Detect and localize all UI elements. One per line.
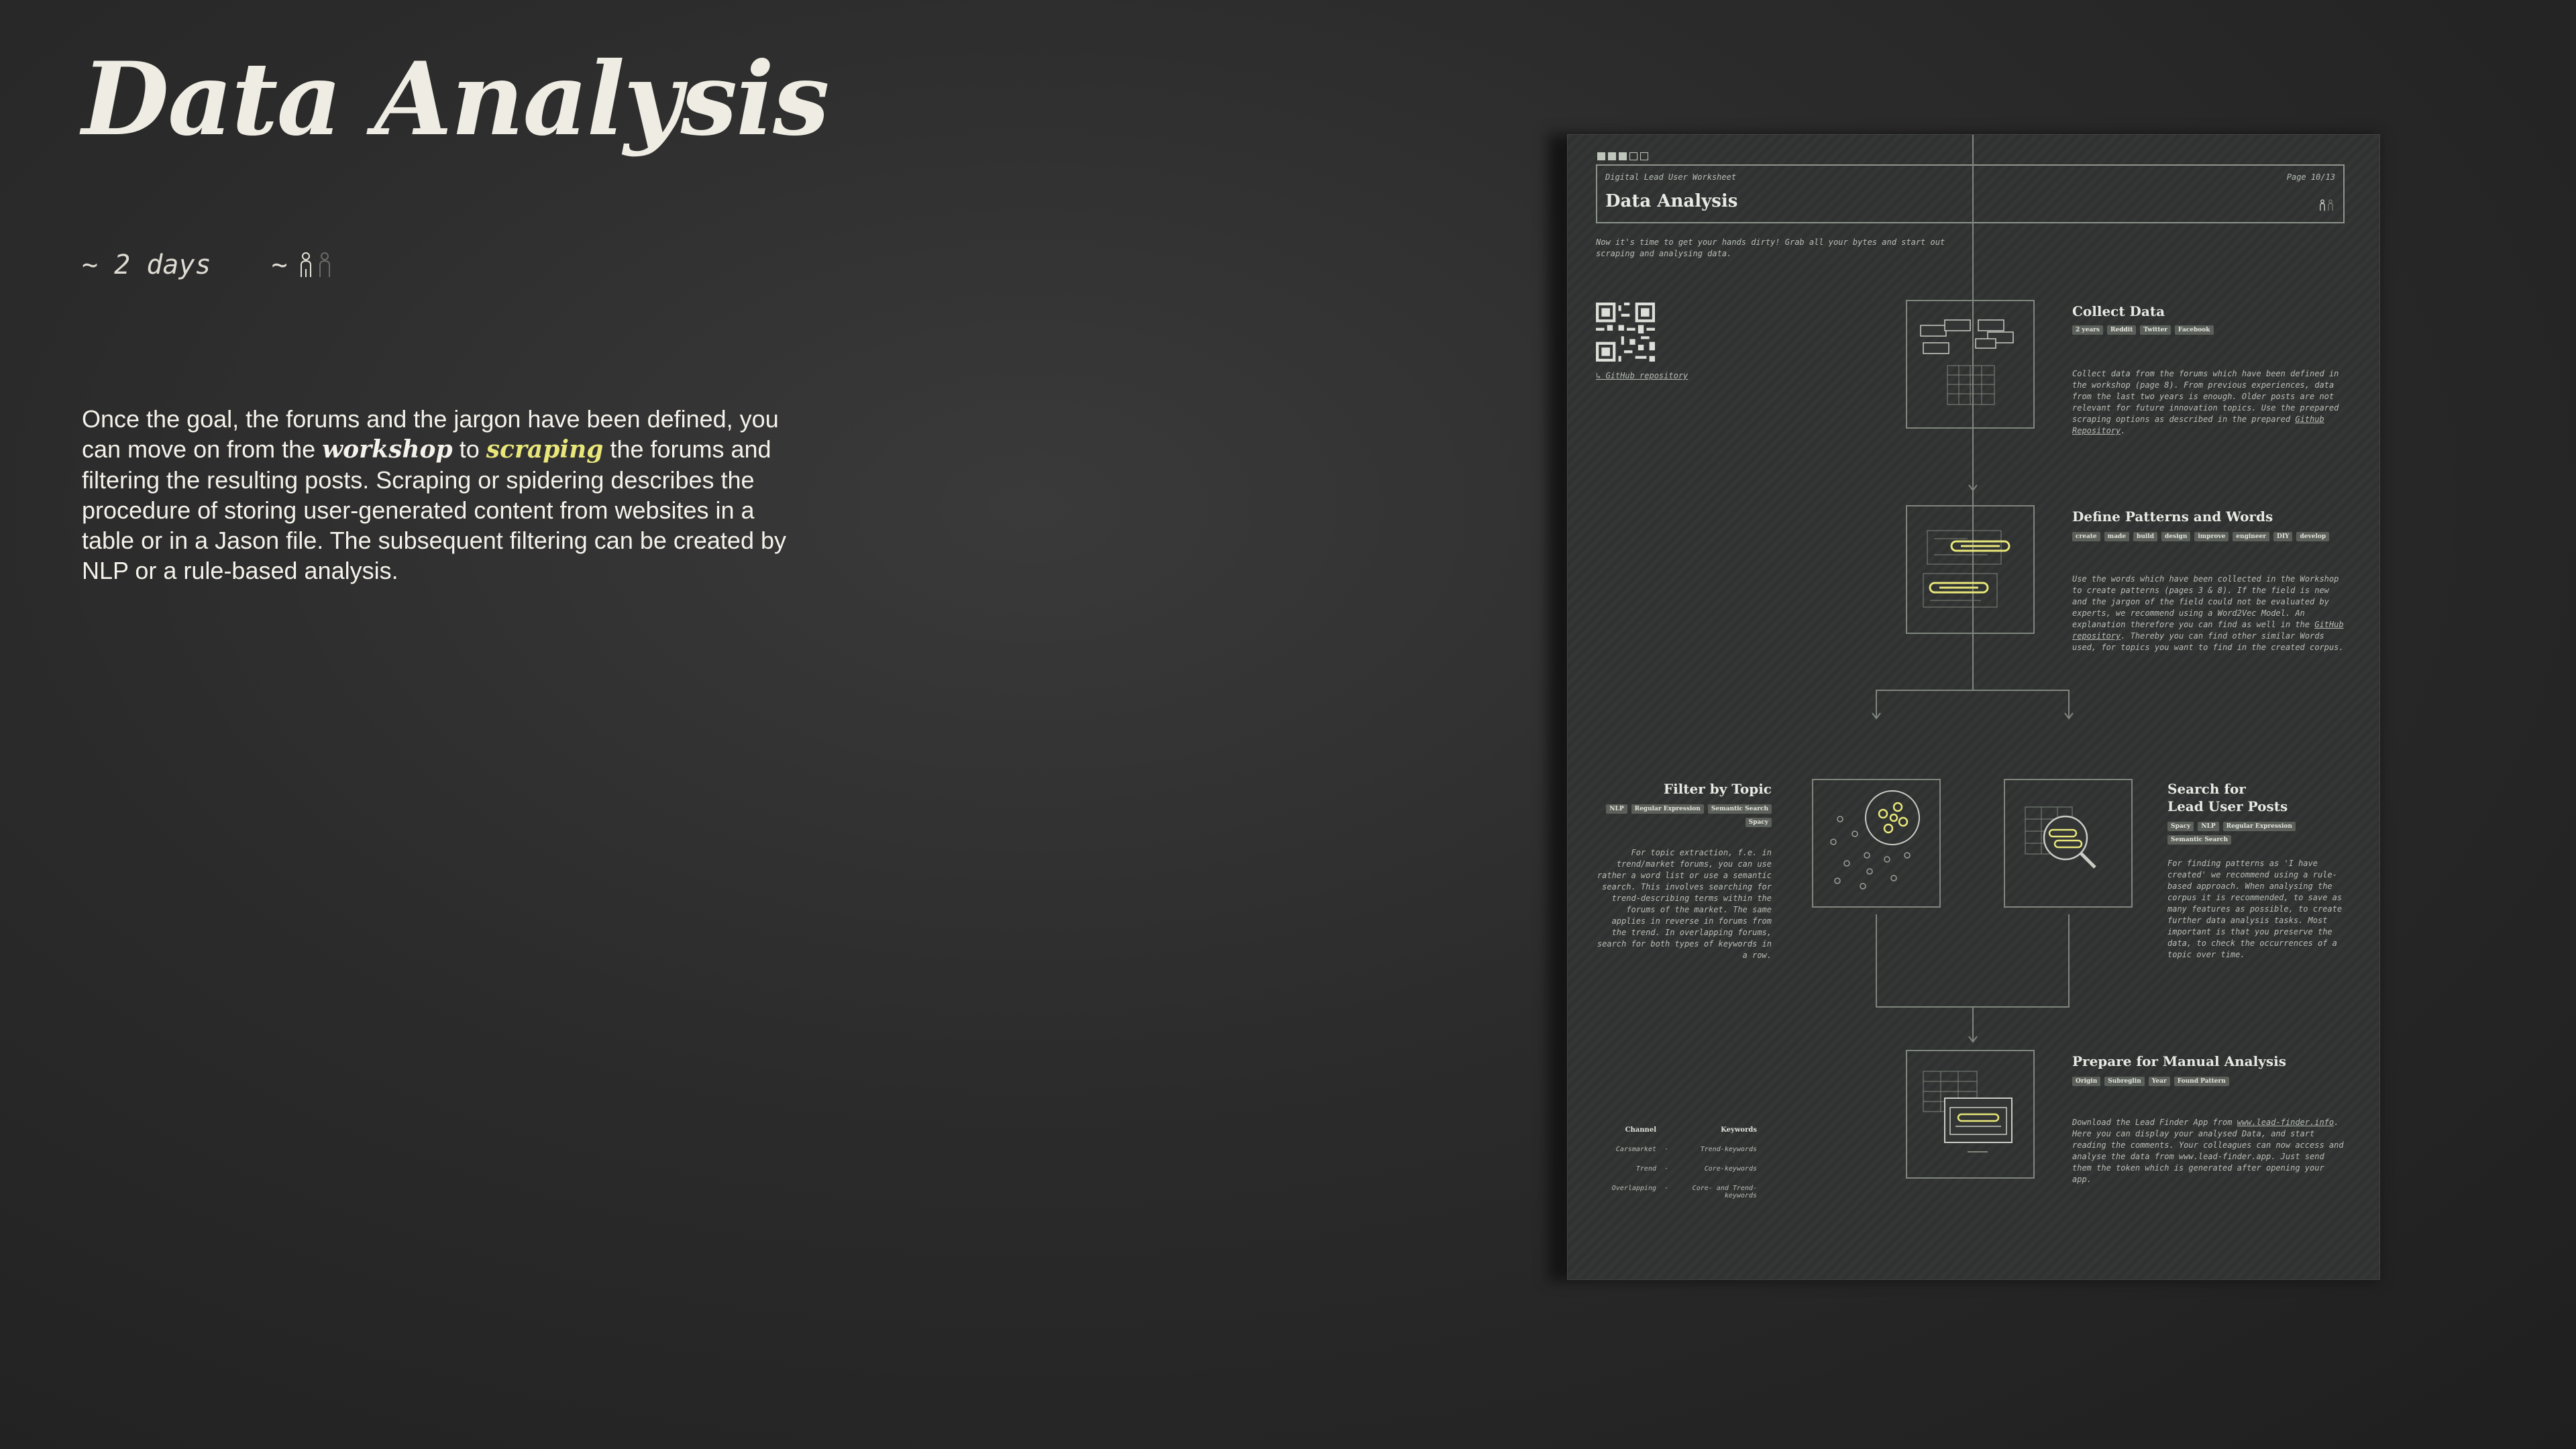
- filter-topic-tags: [1596, 804, 1772, 827]
- table-row: Carsmarket · Trend-keywords: [1615, 1146, 1757, 1153]
- search-posts-title: Search for Lead User Posts: [2167, 781, 2288, 814]
- tag: develop: [2296, 532, 2329, 541]
- tag: engineer: [2233, 532, 2269, 541]
- lead-finder-link[interactable]: www.lead-finder.info: [2237, 1118, 2334, 1127]
- tag: 2 years: [2072, 325, 2103, 335]
- table-row: Overlapping · Core- and Trend-keywords: [1611, 1185, 1757, 1199]
- collect-data-tags: [2072, 325, 2214, 335]
- scraping-highlight: scraping: [486, 435, 604, 464]
- tag: Regular Expression: [1631, 804, 1704, 814]
- collect-data-text: Collect data from the forums which have been defined in the workshop (page 8). From previous experiences, data from the last two years is enough. Older posts are not relevant for future innovation topics. Use the prepared scraping options as described in the prepared Github Repository.: [2072, 369, 2339, 435]
- manual-analysis-title: Prepare for Manual Analysis: [2072, 1053, 2286, 1069]
- filter-topic-illustration: [1812, 779, 1941, 908]
- github-repository-link[interactable]: Github Repository: [2072, 415, 2324, 435]
- worksheet-title: Data Analysis: [1605, 191, 1738, 211]
- collect-data-illustration: [1906, 300, 2035, 429]
- tag: Facebook: [2175, 325, 2213, 335]
- tag: Origin: [2072, 1077, 2100, 1086]
- github-repository-link[interactable]: GitHub repository: [2072, 620, 2344, 641]
- people-prefix: ~: [271, 250, 288, 280]
- tag: build: [2133, 532, 2157, 541]
- tag: improve: [2194, 532, 2229, 541]
- tag: create: [2072, 532, 2100, 541]
- table-header: Channel: [1625, 1126, 1656, 1134]
- manual-analysis-tags: [2072, 1077, 2229, 1086]
- tag: Spacy: [2167, 822, 2194, 831]
- tag: Semantic Search: [2167, 835, 2231, 845]
- patterns-text: Use the words which have been collected in the Workshop to create patterns (pages 3 & 8). If the field is new and the jargon of the field could not be evaluated by experts, we recommend using a Word2Vec Model. An explanation therefore you can find as well in the GitHub repository. Thereby you can find other similar Words used, for topics you want to find in the created corpus.: [2072, 574, 2344, 652]
- tag: DIY: [2273, 532, 2292, 541]
- tag: Found Pattern: [2174, 1077, 2229, 1086]
- channel-keywords-table: [1596, 1126, 1757, 1212]
- tag: design: [2161, 532, 2190, 541]
- patterns-illustration: [1906, 505, 2035, 634]
- github-link[interactable]: ↳ GitHub repository: [1596, 371, 1688, 380]
- intro-text: Once the goal, the forums and the jargon have been defined, you can move on from the workshop to scraping the forums and filtering the resulting posts. Scraping or spidering describes the procedure of storing user-generated content from websites in a table or in a Jason file. The subsequent filtering can be created by NLP or a rule-based analysis.: [82, 405, 786, 584]
- duration-label: ~ 2 days: [82, 250, 211, 280]
- patterns-title: Define Patterns and Words: [2072, 508, 2273, 525]
- tag: Semantic Search: [1708, 804, 1772, 814]
- filter-topic-title: Filter by Topic: [1663, 781, 1772, 797]
- tag: Twitter: [2140, 325, 2171, 335]
- table-header: Keywords: [1721, 1126, 1757, 1134]
- person-icon: [299, 252, 313, 278]
- search-posts-tags: [2167, 822, 2302, 845]
- tag: NLP: [1606, 804, 1627, 814]
- page-number: Page 10/13: [2286, 172, 2335, 182]
- worksheet-lead: Now it's time to get your hands dirty! Grab all your bytes and start out scraping and analysing data.: [1596, 237, 1945, 258]
- search-posts-text: For finding patterns as 'I have created' we recommend using a rule-based approach. When analysing the corpus it is recommended, to save as many features as possible, to create further data analysis tasks. Most important is that you preserve the data, to check the occurrences of a topic over time.: [2167, 859, 2343, 959]
- manual-analysis-text: Download the Lead Finder App from www.lead-finder.info. Here you can display your analysed Data, and start reading the comments. Your colleagues can now access and analyse the data from www.lead-finder.app. Just send them the token which is generated after opening your app.: [2072, 1118, 2344, 1184]
- patterns-tags: [2072, 532, 2354, 541]
- tag: Regular Expression: [2223, 822, 2296, 831]
- search-posts-illustration: [2004, 779, 2133, 908]
- tag: made: [2104, 532, 2129, 541]
- tag: Subreglin: [2104, 1077, 2144, 1086]
- manual-analysis-illustration: [1906, 1050, 2035, 1179]
- person-outline-icon: [317, 252, 332, 278]
- page-title: Data Analysis: [82, 40, 828, 158]
- filter-topic-text: For topic extraction, f.e. in trend/market forums, you can use rather a word list or use a semantic search. This involves searching for trend-describing terms within the forums of the market. The same applies in reverse in forums from the trend. In overlapping forums, search for both types of keywords in a row.: [1597, 848, 1772, 960]
- tag: NLP: [2198, 822, 2218, 831]
- collect-data-title: Collect Data: [2072, 303, 2165, 319]
- worksheet-kicker: Digital Lead User Worksheet: [1605, 172, 1737, 182]
- workshop-emphasis: workshop: [322, 435, 453, 464]
- tag: Reddit: [2107, 325, 2136, 335]
- tag: Year: [2149, 1077, 2170, 1086]
- effort-info: [82, 250, 332, 280]
- worksheet-page: [1567, 134, 2380, 1280]
- tag: Spacy: [1746, 818, 1772, 827]
- table-row: Trend · Core-keywords: [1635, 1165, 1757, 1173]
